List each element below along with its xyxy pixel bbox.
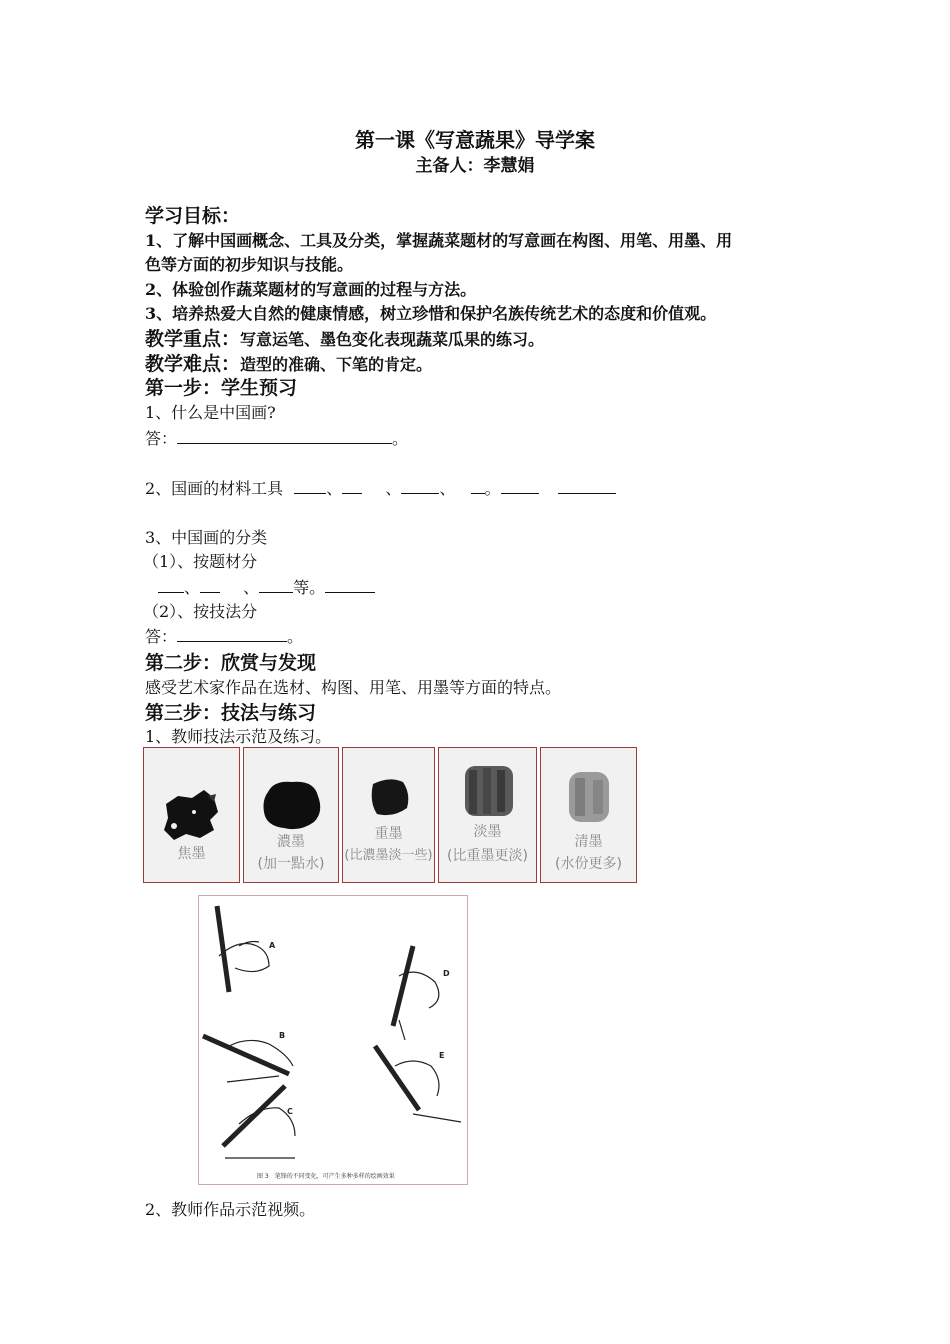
subject-end: 等。 bbox=[293, 578, 326, 597]
ink-blot-icon bbox=[541, 760, 638, 840]
subject-blank-3[interactable] bbox=[259, 578, 293, 593]
ink-note: (加一點水) bbox=[257, 856, 325, 872]
tool-blank-1[interactable] bbox=[294, 479, 326, 494]
objective-2: 2、体验创作蔬菜题材的写意画的过程与方法。 bbox=[145, 280, 477, 299]
step3-heading: 第三步：技法与练习 bbox=[145, 702, 317, 724]
tool-blank-4[interactable] bbox=[471, 479, 485, 494]
tool-blank-2[interactable] bbox=[342, 479, 362, 494]
key-point bbox=[145, 324, 544, 351]
answer-2-label: 答： bbox=[145, 627, 178, 646]
difficult-point bbox=[145, 349, 432, 376]
difficult-point-label: 教学难点： bbox=[145, 353, 241, 375]
objectives-heading: 学习目标： bbox=[145, 205, 241, 227]
tool-sep-2: 、 bbox=[385, 479, 402, 498]
ink-name: 淡墨 bbox=[473, 824, 502, 840]
answer-2-period: 。 bbox=[287, 627, 304, 646]
ink-tone-chart bbox=[143, 747, 643, 885]
step1-heading: 第一步：学生预习 bbox=[145, 377, 298, 399]
ink-note: (比重墨更淡) bbox=[447, 848, 528, 864]
objective-1-line-2: 色等方面的初步知识与技能。 bbox=[145, 255, 354, 274]
objective-3: 3、培养热爱大自然的健康情感，树立珍惜和保护名族传统艺术的态度和价值观。 bbox=[145, 304, 717, 323]
objective-1-line-1: 1、了解中国画概念、工具及分类，掌握蔬菜题材的写意画在构图、用笔、用墨、用 bbox=[145, 231, 733, 250]
ink-name: 濃墨 bbox=[277, 834, 305, 850]
step3-item-1: 1、教师技法示范及练习。 bbox=[145, 727, 332, 746]
subject-sep-1: 、 bbox=[184, 578, 201, 597]
subject-sep-2: 、 bbox=[243, 578, 260, 597]
step2-text: 感受艺术家作品在选材、构图、用笔、用墨等方面的特点。 bbox=[145, 678, 562, 697]
answer-1 bbox=[145, 426, 408, 449]
ink-blot-icon bbox=[439, 756, 538, 826]
tool-blank-6[interactable] bbox=[558, 479, 616, 494]
figure-label-d: D bbox=[443, 969, 450, 978]
question-2 bbox=[145, 476, 616, 499]
answer-1-period: 。 bbox=[392, 429, 409, 448]
subject-blank-2[interactable] bbox=[200, 578, 220, 593]
brush-technique-figure bbox=[198, 895, 468, 1185]
figure-label-b: B bbox=[279, 1031, 286, 1040]
tool-blank-5[interactable] bbox=[501, 479, 539, 494]
difficult-point-text: 造型的准确、下笔的肯定。 bbox=[240, 355, 433, 374]
subject-blank-4[interactable] bbox=[325, 578, 375, 593]
ink-note: (比濃墨淡一些) bbox=[344, 848, 433, 863]
answer-1-label: 答： bbox=[145, 429, 178, 448]
tool-sep-3: 、 bbox=[439, 479, 456, 498]
answer-2-blank[interactable] bbox=[177, 627, 287, 642]
figure-caption: 图 3 笔锋的不同变化，可产生多种多样的绘画效果 bbox=[257, 1173, 395, 1180]
ink-name: 焦墨 bbox=[177, 846, 206, 862]
key-point-text: 写意运笔、墨色变化表现蔬菜瓜果的练习。 bbox=[240, 330, 545, 349]
tool-sep-4: 。 bbox=[484, 479, 501, 498]
author-line: 主备人：李慧娟 bbox=[415, 156, 535, 176]
answer-2 bbox=[145, 624, 303, 647]
question-1: 1、什么是中国画? bbox=[145, 403, 276, 422]
figure-label-a: A bbox=[269, 941, 276, 950]
question-3-1-answers bbox=[158, 575, 375, 598]
step2-heading: 第二步：欣赏与发现 bbox=[145, 652, 317, 674]
ink-name: 清墨 bbox=[574, 834, 603, 850]
question-2-text: 2、国画的材料工具 bbox=[145, 479, 284, 498]
question-3-2: （2）、按技法分 bbox=[143, 602, 258, 621]
question-3: 3、中国画的分类 bbox=[145, 528, 268, 547]
ink-note: (水份更多) bbox=[555, 856, 622, 872]
ink-card-jiao bbox=[143, 747, 240, 883]
answer-1-blank[interactable] bbox=[177, 429, 392, 444]
subject-blank-1[interactable] bbox=[158, 578, 184, 593]
ink-card-zhong bbox=[342, 747, 435, 883]
step3-item-2: 2、教师作品示范视频。 bbox=[145, 1200, 316, 1219]
key-point-label: 教学重点： bbox=[145, 328, 241, 350]
figure-label-e: E bbox=[439, 1051, 445, 1060]
tool-sep-1: 、 bbox=[326, 479, 343, 498]
ink-card-nong bbox=[243, 747, 339, 883]
question-3-1: （1）、按题材分 bbox=[143, 552, 258, 571]
page-title: 第一课《写意蔬果》导学案 bbox=[355, 128, 595, 152]
ink-card-qing bbox=[540, 747, 637, 883]
figure-label-c: C bbox=[287, 1107, 293, 1116]
ink-name: 重墨 bbox=[374, 826, 403, 842]
ink-card-dan bbox=[438, 747, 537, 883]
brush-hand-drawing bbox=[199, 896, 467, 1184]
tool-blank-3[interactable] bbox=[401, 479, 439, 494]
